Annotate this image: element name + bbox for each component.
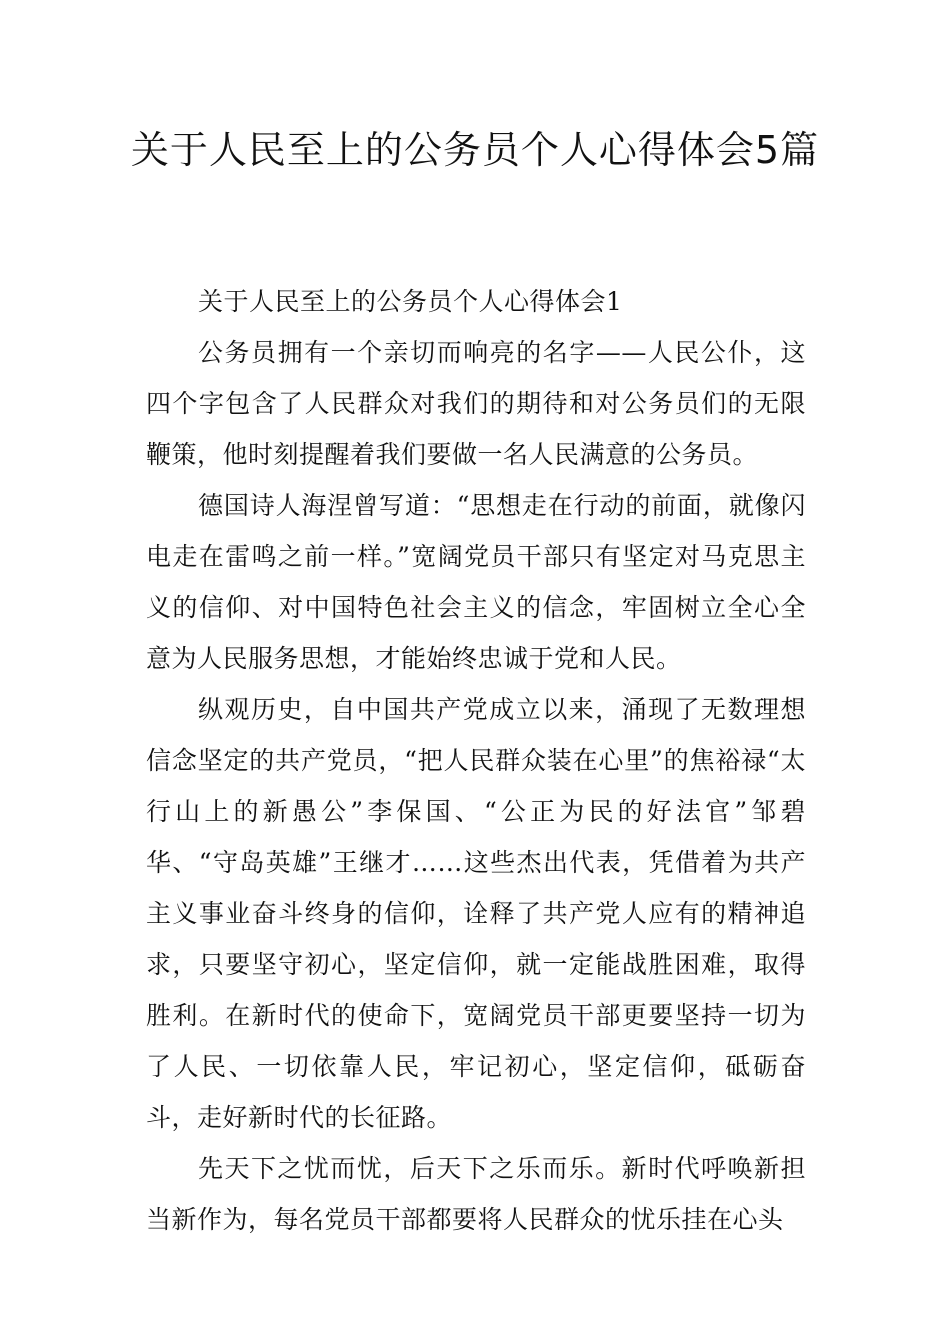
body-paragraph: 德国诗人海涅曾写道：“思想走在行动的前面，就像闪电走在雷鸣之前一样。”宽阔党员干部只有坚定对马克思主义的信仰、对中国特色社会主义的信念，牢固树立全心全意为人民服务思想，才能始终忠诚于党和人民。 [146,491,806,673]
body-paragraph: 先天下之忧而忧，后天下之乐而乐。新时代呼唤新担当新作为，每名党员干部都要将人民群众的忧乐挂在心头 [146,1154,806,1234]
document-body [146,276,806,1245]
document-title: 关于人民至上的公务员个人心得体会5篇 [130,128,820,172]
body-paragraph: 纵观历史，自中国共产党成立以来，涌现了无数理想信念坚定的共产党员，“把人民群众装在心里”的焦裕禄“太行山上的新愚公”李保国、“公正为民的好法官”邹碧华、“守岛英雄”王继才……这些杰出代表，凭借着为共产主义事业奋斗终身的信仰，诠释了共产党人应有的精神追求，只要坚守初心，坚定信仰，就一定能战胜困难，取得胜利。在新时代的使命下，宽阔党员干部更要坚持一切为了人民、一切依靠人民，牢记初心，坚定信仰，砥砺奋斗，走好新时代的长征路。 [146,695,806,1132]
body-paragraph: 公务员拥有一个亲切而响亮的名字——人民公仆，这四个字包含了人民群众对我们的期待和对公务员们的无限鞭策，他时刻提醒着我们要做一名人民满意的公务员。 [146,338,806,469]
section-heading: 关于人民至上的公务员个人心得体会1 [198,287,623,316]
